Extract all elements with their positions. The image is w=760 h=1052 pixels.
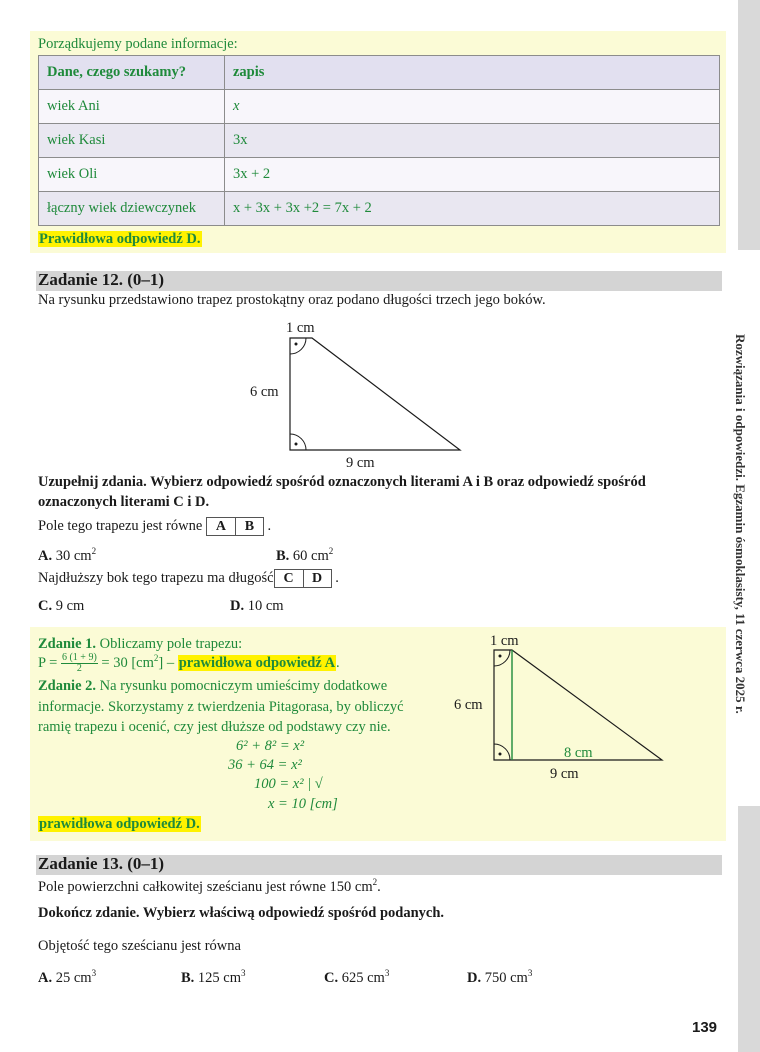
task-13-description [38,877,381,896]
helper-label-bottom: 9 cm [550,766,579,782]
box-letter: C [283,571,294,586]
sentence-2-text: Najdłuższy bok tego trapezu ma długość [38,569,274,586]
option-value: 625 cm [341,969,385,986]
z2-line-2: informacje. Skorzystamy z twierdzenia Pitagorasa, by obliczyć [38,699,404,715]
formula-result: = 30 [cm [97,654,154,671]
table-row [39,192,720,226]
power: 2 [372,877,378,887]
side-running-title: Rozwiązania i odpowiedzi. Egzamin ósmoklasisty, 11 czerwca 2025 r. [733,334,748,714]
table-cell-value: 3x [225,124,720,158]
table-header-row [39,56,720,90]
solution-12-sentence-2-line-1 [38,678,387,695]
equation-4: x = 10 [cm] [268,796,338,812]
power: 3 [241,968,246,978]
equation-3: 100 = x² | √ [254,776,323,792]
label-top-side: 1 cm [286,320,315,336]
option-d[interactable] [230,598,284,615]
right-angle-mark-bottom [494,744,510,760]
task-12-instruction-2: oznaczonych literami C i D. [38,494,210,510]
answer-11: Prawidłowa odpowiedź D. [39,231,201,247]
sentence-1-text: Pole tego trapezu jest równe [38,517,203,534]
answer-12: prawidłowa odpowiedź D. [39,816,200,832]
table-cell-value: x [225,90,720,124]
option-letter: D. [467,969,482,986]
option-letter: A. [38,547,53,564]
formula-close: ] – [158,654,178,671]
table-cell-value: x + 3x + 3x +2 = 7x + 2 [225,192,720,226]
answer-box-ab[interactable] [206,517,264,536]
right-angle-dot-bottom [499,753,502,756]
table-cell-label: wiek Oli [39,158,225,192]
z1-answer: prawidłowa odpowiedź A [178,654,336,671]
solution-11-intro: Porządkujemy podane informacje: [38,36,238,52]
fraction-numerator: 6 (1 + 9) [61,652,97,663]
option-letter: B. [276,547,290,564]
option-letter: B. [181,969,195,986]
trapezoid-figure [240,316,480,474]
sentence-2 [38,569,339,588]
power: 3 [384,968,390,978]
info-table [38,55,720,226]
task-13-option-c[interactable] [324,968,389,987]
right-angle-mark-top [290,338,306,354]
answer-box-cd[interactable] [274,569,332,588]
box-letter: A [215,519,226,534]
option-value: 25 cm [55,969,92,986]
task-13-description-period: . [377,878,381,895]
area-formula [38,653,340,674]
trapezoid-shape [290,338,460,450]
table-cell-value: 3x + 2 [225,158,720,192]
task-13-option-a[interactable] [38,968,96,987]
option-letter: A. [38,969,53,986]
label-bottom-side: 9 cm [346,455,375,471]
option-b[interactable] [276,546,333,565]
task-13-title: Zadanie 13. (0–1) [38,854,165,873]
task-12-description: Na rysunku przedstawiono trapez prostokątny oraz podano długości trzech jego boków. [38,292,546,308]
option-letter: D. [230,598,245,614]
task-12-title: Zadanie 12. (0–1) [38,270,165,289]
option-letter: C. [38,598,53,614]
table-cell-label: wiek Kasi [39,124,225,158]
formula-prefix: P = [38,654,61,671]
helper-label-top: 1 cm [490,633,519,649]
fraction [61,653,98,674]
option-value: 30 cm [55,547,92,564]
table-cell-label: wiek Ani [39,90,225,124]
table-cell-label: łączny wiek dziewczynek [39,192,225,226]
equation-1: 6² + 8² = x² [236,738,305,754]
helper-trapezoid-figure [450,630,680,790]
sentence-2-period: . [335,569,339,586]
right-angle-mark-top [494,650,510,666]
helper-label-left: 6 cm [454,697,483,713]
task-13-instruction: Dokończ zdanie. Wybierz właściwą odpowiedź spośród podanych. [38,905,445,921]
box-letter: B [235,518,263,535]
power: 2 [91,546,97,556]
fraction-denominator: 2 [76,663,82,674]
table-row [39,158,720,192]
table-header-cell: zapis [225,56,720,90]
helper-trapezoid-shape [494,650,662,760]
table-row [39,124,720,158]
right-angle-mark-bottom [290,434,306,450]
power: 2 [153,653,159,663]
option-c[interactable] [38,598,84,615]
task-13-stem: Objętość tego sześcianu jest równa [38,938,241,954]
z1-label: Zdanie 1. [38,636,97,652]
page-number: 139 [692,1019,718,1036]
table-header-cell: Dane, czego szukamy? [39,56,225,90]
option-letter: C. [324,969,339,986]
sentence-1-period: . [267,517,272,534]
right-angle-dot-bottom [295,443,298,446]
z1-text: Obliczamy pole trapezu: [96,636,243,652]
task-13-option-b[interactable] [181,968,246,987]
table-row [39,90,720,124]
z1-period: . [336,654,340,671]
equation-2: 36 + 64 = x² [228,757,302,773]
option-a[interactable] [38,546,96,565]
option-value: 125 cm [197,969,242,986]
helper-label-inner: 8 cm [564,745,593,761]
option-value: 750 cm [484,969,528,986]
power: 2 [328,546,334,556]
z2-line-3: ramię trapezu i ocenić, czy jest dłuższe od podstawy czy nie. [38,719,391,735]
label-left-side: 6 cm [250,384,279,400]
task-12-instruction-1: Uzupełnij zdania. Wybierz odpowiedź spośród oznaczonych literami A i B oraz odpowiedź spośród [38,474,646,490]
power: 3 [91,968,97,978]
power: 3 [527,968,533,978]
option-value: 9 cm [55,598,85,614]
z2-line-1: Na rysunku pomocniczym umieścimy dodatkowe [96,678,388,694]
solution-12-sentence-1 [38,636,242,653]
z2-label: Zdanie 2. [38,678,97,694]
right-angle-dot-top [499,655,502,658]
option-value: 60 cm [292,547,329,564]
sentence-1 [38,517,271,536]
right-angle-dot-top [295,343,298,346]
task-13-option-d[interactable] [467,968,532,987]
task-13-description-text: Pole powierzchni całkowitej sześcianu jest równe 150 cm [38,878,373,895]
option-value: 10 cm [247,598,284,614]
box-letter: D [303,570,331,587]
